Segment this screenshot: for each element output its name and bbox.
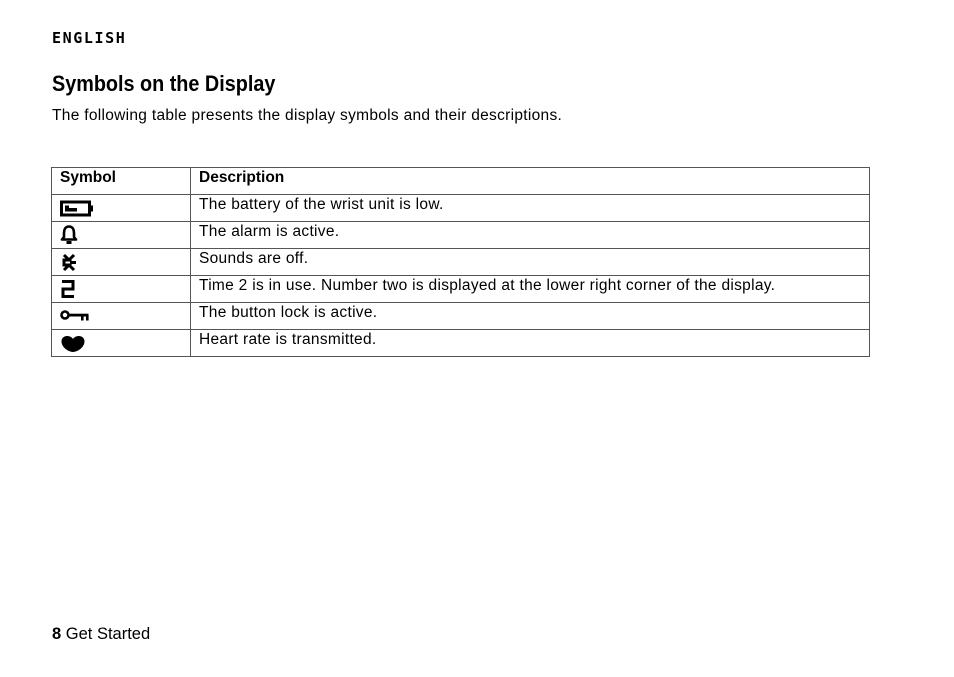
time-2-icon (60, 279, 76, 299)
symbol-cell (52, 330, 191, 357)
page-footer (52, 625, 150, 644)
intro-text: The following table presents the display symbols and their descriptions. (52, 107, 563, 124)
page-title: Symbols on the Display (52, 71, 276, 96)
symbol-cell (52, 249, 191, 276)
symbol-cell (52, 195, 191, 222)
sounds-off-icon (60, 253, 78, 272)
page-number: 8 (52, 625, 62, 643)
description-cell: Sounds are off. (191, 249, 870, 276)
table-header-row (52, 168, 870, 195)
description-cell: Heart rate is transmitted. (191, 330, 870, 357)
symbol-cell (52, 303, 191, 330)
key-lock-icon (60, 309, 90, 323)
table-row (52, 222, 870, 249)
battery-low-icon (60, 200, 94, 217)
description-cell: The alarm is active. (191, 222, 870, 249)
table-row (52, 303, 870, 330)
footer-section: Get Started (65, 625, 151, 643)
section-label: ENGLISH (52, 29, 127, 47)
column-header-description: Description (191, 168, 870, 195)
table-row (52, 276, 870, 303)
heart-icon (60, 334, 86, 353)
symbol-cell (52, 222, 191, 249)
symbol-cell (52, 276, 191, 303)
table-row (52, 195, 870, 222)
description-cell: Time 2 is in use. Number two is displayed at the lower right corner of the display. (191, 276, 870, 303)
description-cell: The button lock is active. (191, 303, 870, 330)
table-row (52, 330, 870, 357)
column-header-symbol: Symbol (52, 168, 191, 195)
symbols-table (51, 167, 870, 357)
alarm-bell-icon (60, 225, 78, 245)
description-cell: The battery of the wrist unit is low. (191, 195, 870, 222)
table-row (52, 249, 870, 276)
